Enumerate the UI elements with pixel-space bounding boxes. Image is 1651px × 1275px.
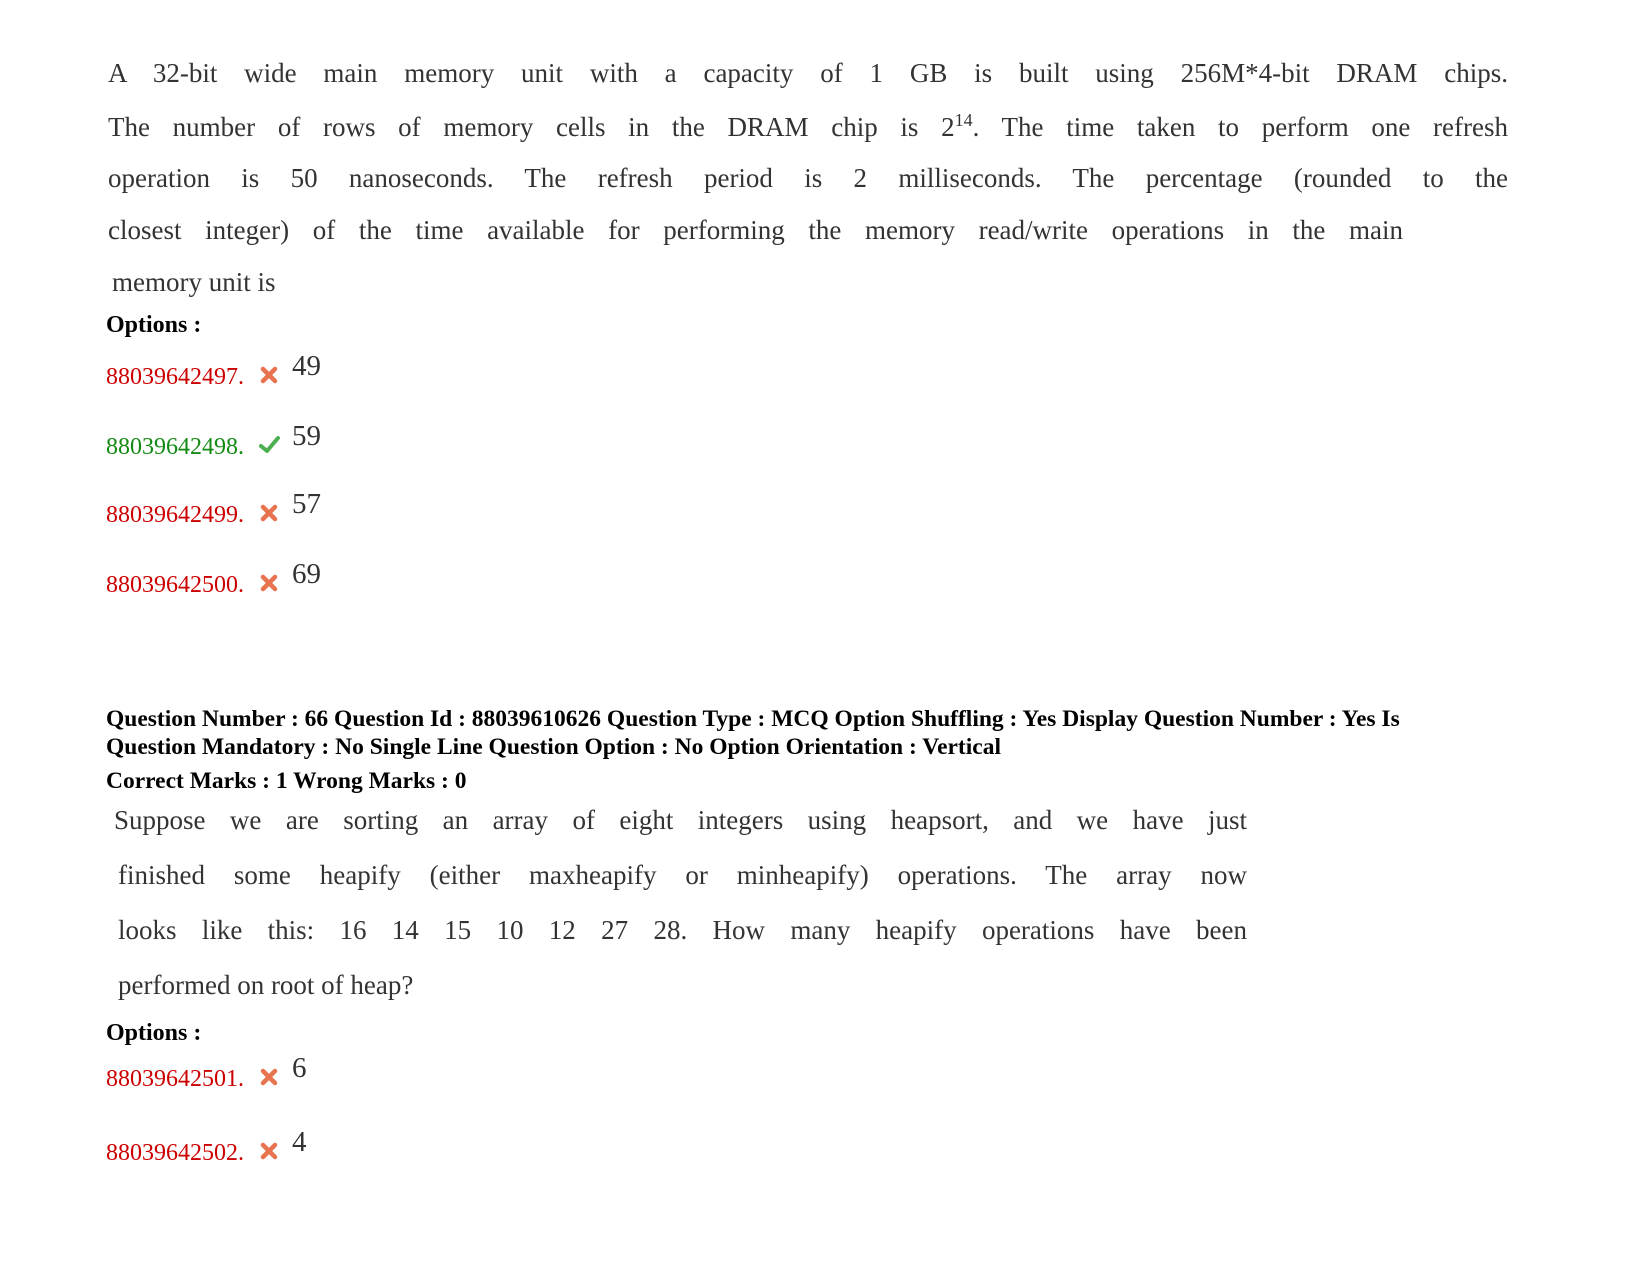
option-value: 6 <box>292 1052 307 1084</box>
question-text-line: closest integer) of the time available for performing the memory read/write operations in the main <box>108 215 1403 245</box>
question-text-segment: The number of rows of memory cells in the DRAM chip is 2 <box>108 112 955 142</box>
exponent: 14 <box>954 110 973 130</box>
option-value: 69 <box>292 558 321 590</box>
question-text-line: operation is 50 nanoseconds. The refresh period is 2 milliseconds. The percentage (rounded to the <box>108 163 1508 193</box>
marks-info: Correct Marks : 1 Wrong Marks : 0 <box>106 768 467 794</box>
option-id: 88039642500. <box>106 572 244 598</box>
question-text-line: A 32-bit wide main memory unit with a capacity of 1 GB is built using 256M*4-bit DRAM chips. <box>108 58 1508 88</box>
option-id: 88039642501. <box>106 1066 244 1092</box>
option-value: 4 <box>292 1126 307 1158</box>
check-icon <box>258 434 280 456</box>
cross-icon <box>258 1140 280 1162</box>
option-id: 88039642497. <box>106 364 244 390</box>
question-text-line <box>108 110 1508 143</box>
option-value: 49 <box>292 350 321 382</box>
question-text-line: finished some heapify (either maxheapify or minheapify) operations. The array now <box>118 860 1247 890</box>
question-text-line: Suppose we are sorting an array of eight integers using heapsort, and we have just <box>114 805 1247 835</box>
cross-icon <box>258 572 280 594</box>
question-text-line: looks like this: 16 14 15 10 12 27 28. How many heapify operations have been <box>118 915 1247 945</box>
question-meta: Question Mandatory : No Single Line Question Option : No Option Orientation : Vertical <box>106 734 1001 760</box>
options-label: Options : <box>106 1020 202 1046</box>
question-meta: Question Number : 66 Question Id : 88039610626 Question Type : MCQ Option Shuffling : Yes Display Question Number : Yes Is <box>106 706 1400 732</box>
cross-icon <box>258 364 280 386</box>
question-text-line: performed on root of heap? <box>118 970 414 1000</box>
option-value: 57 <box>292 488 321 520</box>
options-label: Options : <box>106 312 202 338</box>
option-id: 88039642499. <box>106 502 244 528</box>
option-value: 59 <box>292 420 321 452</box>
cross-icon <box>258 502 280 524</box>
option-id: 88039642498. <box>106 434 244 460</box>
option-id: 88039642502. <box>106 1140 244 1166</box>
question-text-line: memory unit is <box>112 267 276 297</box>
cross-icon <box>258 1066 280 1088</box>
question-text-segment: . The time taken to perform one refresh <box>972 112 1508 142</box>
